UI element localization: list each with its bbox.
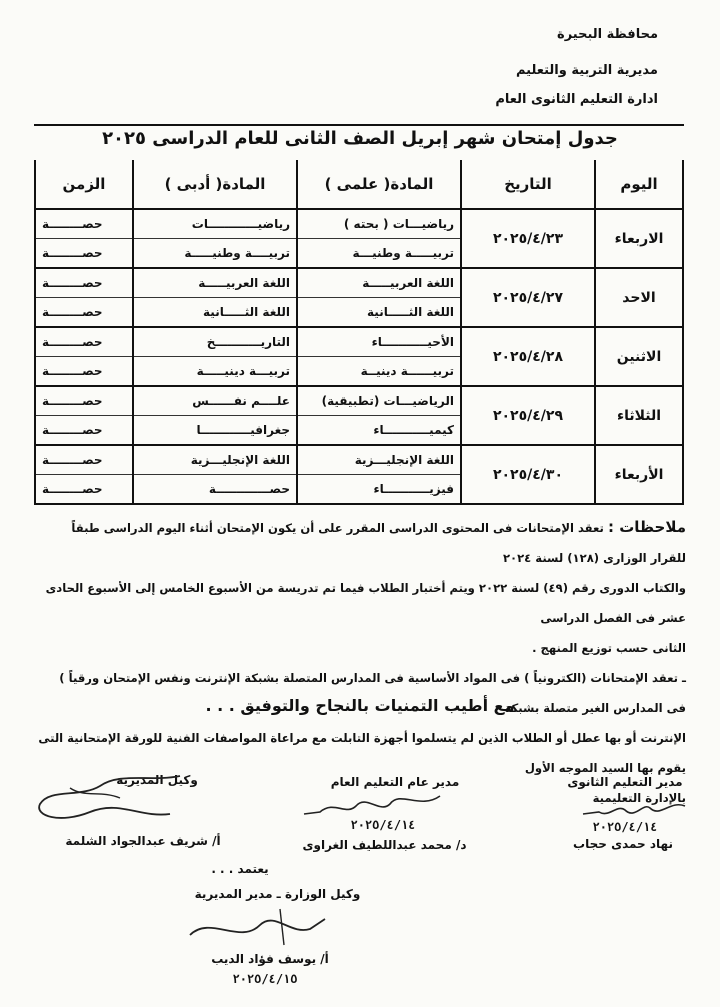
time-cell: حصــــــــة xyxy=(35,357,133,387)
literary-subject-cell: اللغة الثـــــانية xyxy=(133,298,297,328)
time-cell: حصــــــــة xyxy=(35,445,133,475)
table-row xyxy=(35,445,683,475)
time-cell: حصــــــــة xyxy=(35,209,133,239)
general-education-director-title: مدير عام التعليم العام xyxy=(330,775,460,789)
notes-line: الإنترنت أو بها عطل أو الطلاب الذين لم يتسلموا أجهزة التابلت مع مراعاة المواصفات الفنية للورقة الإمتحانية التى يقوم بها السيد الموجه الأول xyxy=(38,731,686,775)
table-row xyxy=(35,327,683,357)
day-cell: الاربعاء xyxy=(595,209,683,268)
secondary-director-title: مدير التعليم الثانوى xyxy=(567,775,683,789)
general-education-director-signature xyxy=(300,790,450,820)
undersecretary-date: ٢٠٢٥/٤/١٥ xyxy=(232,972,298,986)
time-cell: حصــــــــة xyxy=(35,298,133,328)
notes-line: بالإدارة التعليمية xyxy=(592,791,686,805)
directorate-deputy-title: وكيل المديرية xyxy=(116,773,198,787)
title-rule xyxy=(34,124,684,126)
general-education-director-date: ٢٠٢٥/٤/١٤ xyxy=(350,818,416,832)
document-title: جدول إمتحان شهر إبريل الصف الثانى للعام الدراسى ٢٠٢٥ xyxy=(102,128,618,149)
day-cell: الثلاثاء xyxy=(595,386,683,445)
time-cell: حصــــــــة xyxy=(35,268,133,298)
table-header-row xyxy=(35,160,683,209)
approval-label: يعتمد . . . xyxy=(211,862,269,876)
science-subject-cell: فيزيـــــــــــاء xyxy=(297,475,461,505)
time-cell: حصــــــــة xyxy=(35,475,133,505)
literary-subject-cell: التاريـــــــــــخ xyxy=(133,327,297,357)
literary-subject-cell: تربيــــة وطنيـــــة xyxy=(133,239,297,269)
header-time: الزمن xyxy=(35,160,133,209)
science-subject-cell: اللغة الإنجليـــزية xyxy=(297,445,461,475)
notes-line xyxy=(36,512,686,573)
time-cell: حصــــــــة xyxy=(35,239,133,269)
notes-line: ـ تعقد الإمتحانات (الكترونياً ) فى المواد الأساسية فى المدارس المتصلة بشبكة الإنترنت ونفس الإمتحان ورقياً ) فى المدارس الغير متصلة بشبكة xyxy=(59,671,686,715)
date-cell: ٢٠٢٥/٤/٢٨ xyxy=(461,327,595,386)
date-cell: ٢٠٢٥/٤/٢٩ xyxy=(461,386,595,445)
notes-label: ملاحظات : xyxy=(607,518,686,536)
literary-subject-cell: جغرافيــــــــــــا xyxy=(133,416,297,446)
literary-subject-cell: تربيـــة دينيـــــة xyxy=(133,357,297,387)
literary-subject-cell: اللغة العربيـــــة xyxy=(133,268,297,298)
header-literary-subject: المادة( أدبى ) xyxy=(133,160,297,209)
directorate-deputy-signature xyxy=(30,768,190,838)
header-day: اليوم xyxy=(595,160,683,209)
science-subject-cell: كيميـــــــــــاء xyxy=(297,416,461,446)
notes-line: والكتاب الدورى رقم (٤٩) لسنة ٢٠٢٢ ويتم أختبار الطلاب فيما تم تدريسة من الأسبوع الخامس إلى الأسبوع الحادى عشر فى الفصل الدراسى xyxy=(45,581,686,625)
exam-schedule-table xyxy=(34,160,684,505)
governorate-label: محافظة البحيرة xyxy=(557,27,658,42)
science-subject-cell: اللغة العربيـــــة xyxy=(297,268,461,298)
day-cell: الاثنين xyxy=(595,327,683,386)
literary-subject-cell: حصـــــــــــــة xyxy=(133,475,297,505)
day-cell: الأربعاء xyxy=(595,445,683,504)
day-cell: الاحد xyxy=(595,268,683,327)
science-subject-cell: تربيـــــة وطنيـــة xyxy=(297,239,461,269)
undersecretary-signature xyxy=(180,905,330,955)
literary-subject-cell: اللغة الإنجليـــزية xyxy=(133,445,297,475)
science-subject-cell: الأحيـــــــــــاء xyxy=(297,327,461,357)
table-row xyxy=(35,268,683,298)
table-row xyxy=(35,386,683,416)
science-subject-cell: تربيــــــة دينيــة xyxy=(297,357,461,387)
notes-text: تعقد الإمتحانات فى المحتوى الدراسى المقرر على أن يكون الإمتحان أثناء اليوم الدراسى طبقاً للقرار الوزارى (١٢٨) لسنة ٢٠٢٤ xyxy=(71,521,686,565)
time-cell: حصــــــــة xyxy=(35,327,133,357)
notes-line: الثانى حسب توزيع المنهج . xyxy=(532,641,686,655)
undersecretary-title: وكيل الوزارة ـ مدير المديرية xyxy=(194,887,361,901)
date-cell: ٢٠٢٥/٤/٢٧ xyxy=(461,268,595,327)
table-row xyxy=(35,209,683,239)
time-cell: حصــــــــة xyxy=(35,386,133,416)
general-education-director-name: د/ محمد عبداللطيف الغراوى xyxy=(302,838,467,852)
secondary-director-name: نهاد حمدى حجاب xyxy=(573,837,673,851)
directorate-label: مديرية التربية والتعليم xyxy=(515,63,658,78)
header-date: التاريخ xyxy=(461,160,595,209)
date-cell: ٢٠٢٥/٤/٢٣ xyxy=(461,209,595,268)
literary-subject-cell: علــــم نفــــــس xyxy=(133,386,297,416)
science-subject-cell: الرياضيـــات (تطبيقية) xyxy=(297,386,461,416)
science-subject-cell: رياضيـــات ( بحته ) xyxy=(297,209,461,239)
literary-subject-cell: رياضيــــــــــــات xyxy=(133,209,297,239)
date-cell: ٢٠٢٥/٤/٣٠ xyxy=(461,445,595,504)
secondary-director-date: ٢٠٢٥/٤/١٤ xyxy=(592,820,658,834)
header-science-subject: المادة( علمى ) xyxy=(297,160,461,209)
closing-wishes: مع أطيب التمنيات بالنجاح والتوفيق . . . xyxy=(205,696,515,715)
undersecretary-name: أ/ يوسف فؤاد الديب xyxy=(211,952,329,966)
administration-label: ادارة التعليم الثانوى العام xyxy=(495,92,658,107)
directorate-deputy-name: أ/ شريف عبدالجواد الشلمة xyxy=(65,834,221,848)
science-subject-cell: اللغة الثـــــانية xyxy=(297,298,461,328)
time-cell: حصــــــــة xyxy=(35,416,133,446)
